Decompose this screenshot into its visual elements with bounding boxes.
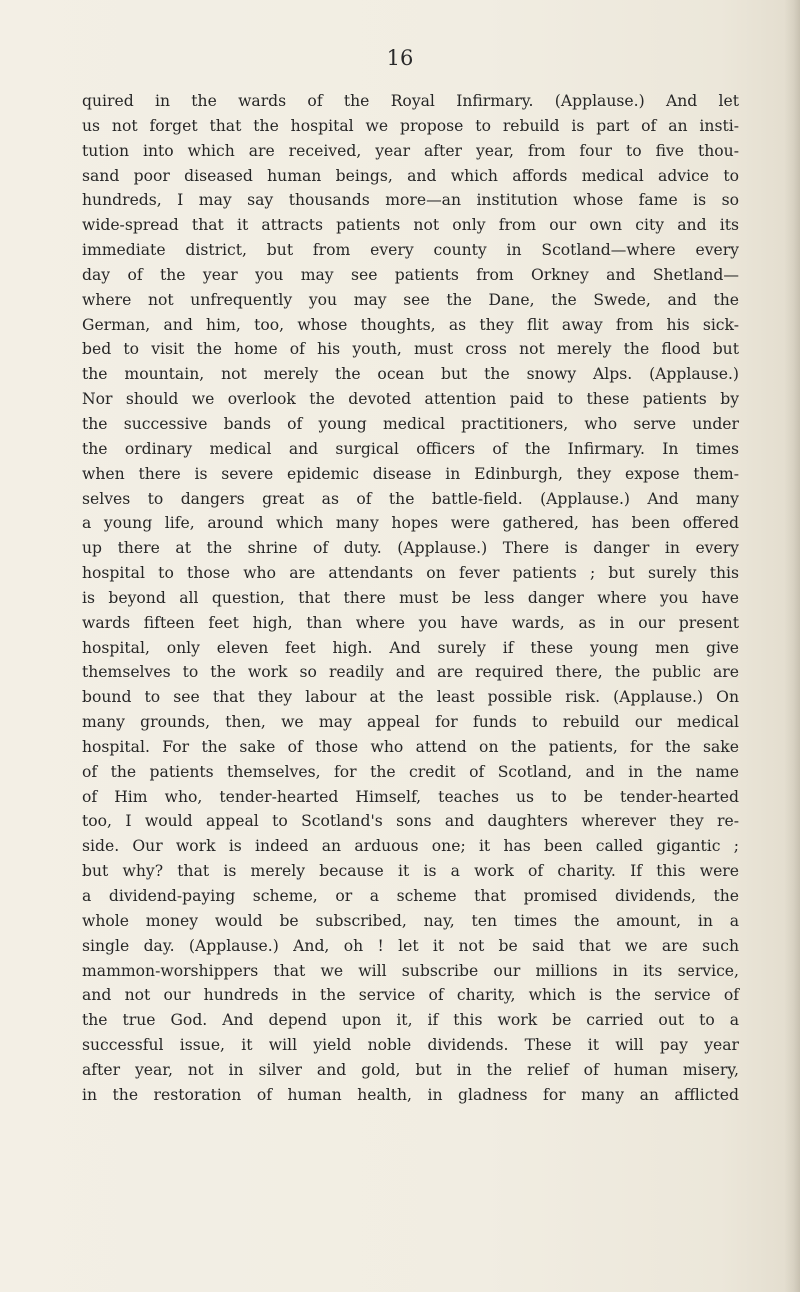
text-line: too, I would appeal to Scotland's sons and daughters wherever they re- — [82, 812, 739, 831]
text-line: side. Our work is indeed an arduous one; it has been called gigantic ; — [82, 837, 739, 856]
text-line: of Him who, tender-hearted Himself, teaches us to be tender-hearted — [82, 787, 739, 806]
text-line: successful issue, it will yield noble dividends. These it will pay year — [82, 1036, 739, 1055]
text-line: is beyond all question, that there must be less danger where you have — [82, 588, 739, 607]
text-line: hospital. For the sake of those who attend on the patients, for the sake — [82, 737, 739, 756]
text-line: of the patients themselves, for the credit of Scotland, and in the name — [82, 762, 739, 781]
text-line: immediate district, but from every county in Scotland—where every — [82, 241, 739, 260]
text-line: wards fifteen feet high, than where you have wards, as in our present — [82, 613, 739, 632]
page-number: 16 — [386, 46, 414, 70]
text-line: in the restoration of human health, in gladness for many an afflicted — [82, 1085, 739, 1104]
text-line: Nor should we overlook the devoted attention paid to these patients by — [82, 390, 739, 409]
text-line: the successive bands of young medical practitioners, who serve under — [82, 414, 739, 433]
text-line: single day. (Applause.) And, oh ! let it not be said that we are such — [82, 936, 739, 955]
text-line: where not unfrequently you may see the Dane, the Swede, and the — [82, 290, 739, 309]
text-line: up there at the shrine of duty. (Applause.) There is danger in every — [82, 539, 739, 558]
page-edge-shadow — [784, 0, 800, 1292]
text-line: whole money would be subscribed, nay, ten times the amount, in a — [82, 911, 739, 930]
text-line: sand poor diseased human beings, and which affords medical advice to — [82, 166, 739, 185]
text-line: bed to visit the home of his youth, must cross not merely the flood but — [82, 340, 739, 359]
text-line: the true God. And depend upon it, if this work be carried out to a — [82, 1011, 739, 1030]
text-line: after year, not in silver and gold, but in the relief of human misery, — [82, 1060, 739, 1079]
text-line: and not our hundreds in the service of charity, which is the service of — [82, 986, 739, 1005]
text-line: mammon-worshippers that we will subscribe our millions in its service, — [82, 961, 739, 980]
text-line: wide-spread that it attracts patients not only from our own city and its — [82, 216, 739, 235]
text-line: hundreds, I may say thousands more—an institution whose fame is so — [82, 191, 739, 210]
text-line: a dividend-paying scheme, or a scheme that promised dividends, the — [82, 887, 739, 905]
text-line: selves to dangers great as of the battle-field. (Applause.) And many — [82, 489, 739, 508]
text-line: but why? that is merely because it is a work of charity. If this were — [82, 862, 739, 881]
text-line: German, and him, too, whose thoughts, as they flit away from his sick- — [82, 315, 739, 334]
text-line: day of the year you may see patients from Orkney and Shetland— — [82, 265, 739, 284]
text-line: many grounds, then, we may appeal for funds to rebuild our medical — [82, 713, 739, 732]
text-line: hospital, only eleven feet high. And surely if these young men give — [82, 638, 739, 657]
text-line: when there is severe epidemic disease in Edinburgh, they expose them- — [82, 464, 739, 483]
text-line: hospital to those who are attendants on fever patients ; but surely this — [82, 564, 739, 583]
text-line: a young life, around which many hopes were gathered, has been offered — [82, 514, 739, 533]
text-line: bound to see that they labour at the least possible risk. (Applause.) On — [82, 688, 739, 707]
text-line: tution into which are received, year after year, from four to five thou- — [82, 141, 739, 160]
text-line: us not forget that the hospital we propose to rebuild is part of an insti- — [82, 116, 739, 135]
body-text — [82, 89, 739, 1108]
text-line: the ordinary medical and surgical officers of the Infirmary. In times — [82, 439, 739, 458]
text-line: themselves to the work so readily and are required there, the public are — [82, 663, 739, 682]
text-line: the mountain, not merely the ocean but the snowy Alps. (Applause.) — [82, 365, 739, 384]
text-line: quired in the wards of the Royal Infirmary. (Applause.) And let — [82, 92, 739, 110]
